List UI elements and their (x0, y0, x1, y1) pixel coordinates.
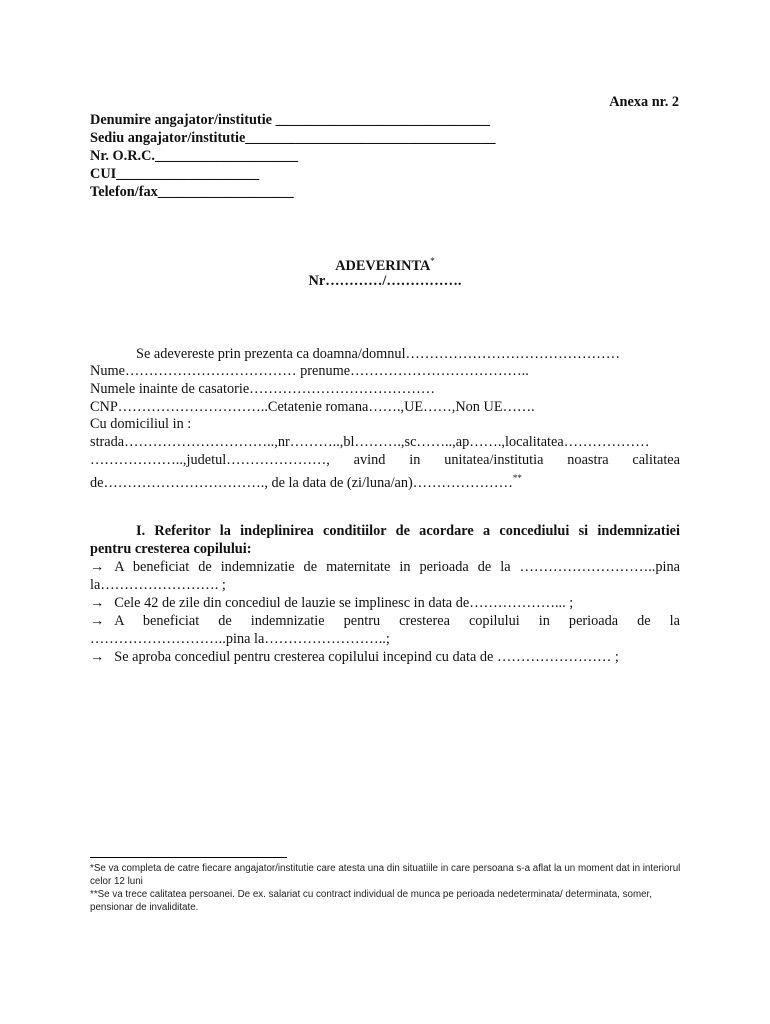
employer-name-field: Denumire angajator/institutie ______________________________ (90, 112, 491, 128)
county-quality-line: ………………..,judetul…………………, avind in unitatea/institutia noastra calitatea (90, 452, 680, 468)
list-item (90, 594, 573, 612)
certify-line: Se adevereste prin prezenta ca doamna/domnul……………………………………… (136, 346, 620, 362)
address-line: strada…………………………..,nr………..,bl……….,sc……..,ap…….,localitatea……………… (90, 434, 650, 450)
childcare-period-text: A beneficiat de indemnizatie pentru cresterea copilului in perioada de la (114, 613, 680, 629)
document-title (0, 256, 770, 275)
arrow-icon: → (90, 613, 105, 629)
maternity-period-text: A beneficiat de indemnizatie de maternitate in perioada de la ………………………..pina (114, 559, 680, 575)
list-item (90, 612, 680, 630)
childcare-period-cont: ………………………..pina la……………………..; (90, 631, 390, 647)
cnp-citizenship-line: CNP…………………………..Cetatenie romana…….,UE……,Non UE……. (90, 399, 535, 415)
footnote-divider (90, 857, 287, 858)
list-item (90, 558, 680, 576)
document-number: Nr…………/……………. (308, 273, 462, 289)
maternity-period-cont: la……………………. ; (90, 577, 226, 593)
quality-date-text: de……………………………., de la data de (zi/luna/an)………………… (90, 474, 513, 491)
postpartum-text: Cele 42 de zile din concediul de lauzie se implinesc in data de………………... ; (114, 595, 574, 611)
section-heading-cont: pentru cresterea copilului: (90, 541, 252, 557)
document-title-text: ADEVERINTA (335, 257, 431, 274)
quality-footnote-mark: ** (512, 473, 522, 483)
section-heading: I. Referitor la indeplinirea conditiilor de acordare a concediului si indemnizatiei (136, 523, 680, 539)
annex-number: Anexa nr. 2 (609, 94, 679, 110)
leave-approval-text: Se aproba concediul pentru cresterea copilului incepind cu data de …………………… ; (114, 649, 619, 665)
footnote-1: *Se va completa de catre fiecare angajator/institutie care atesta una din situatiile in care persoana s-a aflat la un moment dat in interiorul celor 12 luni (90, 863, 681, 887)
maiden-name-line: Numele inainte de casatorie………………………………… (90, 381, 436, 397)
list-item (90, 648, 619, 666)
cui-field: CUI____________________ (90, 166, 260, 182)
arrow-icon: → (90, 649, 105, 665)
phone-fax-field: Telefon/fax___________________ (90, 184, 294, 200)
footnote-2: **Se va trece calitatea persoanei. De ex. salariat cu contract individual de munca pe perioada nedeterminata/ determinata, somer, pensionar de invaliditate. (90, 889, 653, 913)
domicile-label: Cu domiciliul in : (90, 416, 192, 432)
title-footnote-mark: * (430, 256, 435, 266)
quality-date-line (90, 469, 522, 492)
orc-number-field: Nr. O.R.C.____________________ (90, 148, 298, 164)
arrow-icon: → (90, 559, 105, 575)
employer-seat-field: Sediu angajator/institutie___________________________________ (90, 130, 496, 146)
name-line: Nume……………………………… prenume……………………………….. (90, 363, 529, 379)
arrow-icon: → (90, 595, 105, 611)
